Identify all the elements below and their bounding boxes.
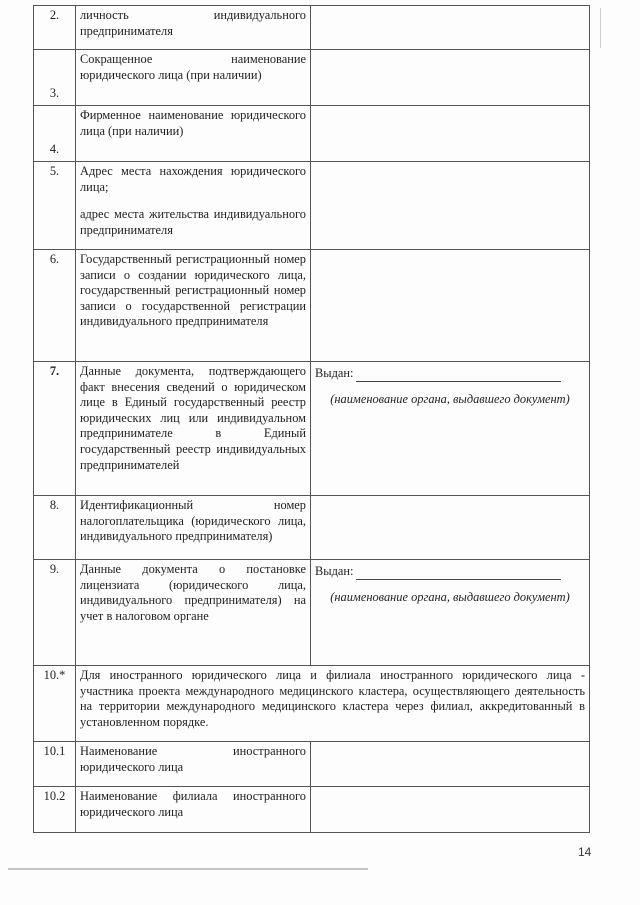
table-row: [34, 162, 590, 250]
table-row: [34, 560, 590, 666]
row-number: 5.: [34, 162, 76, 250]
row-label-line: адрес места жительства индивидуального предпринимателя: [80, 207, 306, 237]
row-number: 3.: [34, 50, 76, 106]
table-row: [34, 106, 590, 162]
table-row: [34, 6, 590, 50]
row-label: Государственный регистрационный номер записи о создании юридического лица, государственный регистрационный номер записи о государственной регистрации индивидуального предпринимателя: [76, 250, 311, 362]
row-label: Данные документа, подтверждающего факт внесения сведений о юридическом лице в Единый государственный реестр юридических лиц или индивидуальном предпринимателе в Единый государственный реестр индивидуальных предпринимателей: [76, 362, 311, 496]
row-value-field[interactable]: [311, 6, 590, 50]
application-form-table: [33, 5, 590, 833]
row-value-field[interactable]: [311, 742, 590, 787]
issued-input-line[interactable]: [356, 566, 561, 580]
row-section-text: Для иностранного юридического лица и филиала иностранного юридического лица - участника проекта международного медицинского кластера, осуществляющего деятельность на территории международного медицинского кластера через филиал, аккредитованный в установленном порядке.: [76, 666, 590, 742]
row-number: 10.*: [34, 666, 76, 742]
row-number: 4.: [34, 106, 76, 162]
row-number: 10.1: [34, 742, 76, 787]
issued-field: [311, 362, 590, 496]
table-row: [34, 250, 590, 362]
row-value-field[interactable]: [311, 50, 590, 106]
scan-artifact-mark: [600, 8, 601, 48]
issued-label: Выдан:: [315, 564, 354, 578]
issued-field: [311, 560, 590, 666]
row-label: Наименование филиала иностранного юридического лица: [76, 787, 311, 833]
row-value-field[interactable]: [311, 162, 590, 250]
row-value-field[interactable]: [311, 250, 590, 362]
row-label: личность индивидуального предпринимателя: [76, 6, 311, 50]
table-row: [34, 362, 590, 496]
row-value-field[interactable]: [311, 106, 590, 162]
row-label-line: Адрес места нахождения юридического лица;: [80, 164, 306, 194]
row-number: 2.: [34, 6, 76, 50]
row-label: Сокращенное наименование юридического лица (при наличии): [76, 50, 311, 106]
row-value-field[interactable]: [311, 787, 590, 833]
row-number: 7.: [34, 362, 76, 496]
issued-label: Выдан:: [315, 366, 354, 380]
table-row: [34, 496, 590, 560]
row-value-field[interactable]: [311, 496, 590, 560]
row-label: Данные документа о постановке лицензиата (юридического лица, индивидуального предпринимателя) на учет в налоговом органе: [76, 560, 311, 666]
table-row: [34, 787, 590, 833]
scan-artifact-line: [8, 868, 368, 870]
row-label: [76, 162, 311, 250]
page-number: 14: [578, 845, 592, 859]
table-row: [34, 666, 590, 742]
row-number: 6.: [34, 250, 76, 362]
table-row: [34, 742, 590, 787]
row-label: Фирменное наименование юридического лица (при наличии): [76, 106, 311, 162]
issued-hint: (наименование органа, выдавшего документ): [330, 391, 570, 406]
issued-hint: (наименование органа, выдавшего документ): [330, 589, 570, 604]
row-number: 10.2: [34, 787, 76, 833]
row-number: 9.: [34, 560, 76, 666]
row-number: 8.: [34, 496, 76, 560]
table-row: [34, 50, 590, 106]
issued-input-line[interactable]: [356, 368, 561, 382]
row-label: Идентификационный номер налогоплательщика (юридического лица, индивидуального предпринимателя): [76, 496, 311, 560]
row-label: Наименование иностранного юридического лица: [76, 742, 311, 787]
